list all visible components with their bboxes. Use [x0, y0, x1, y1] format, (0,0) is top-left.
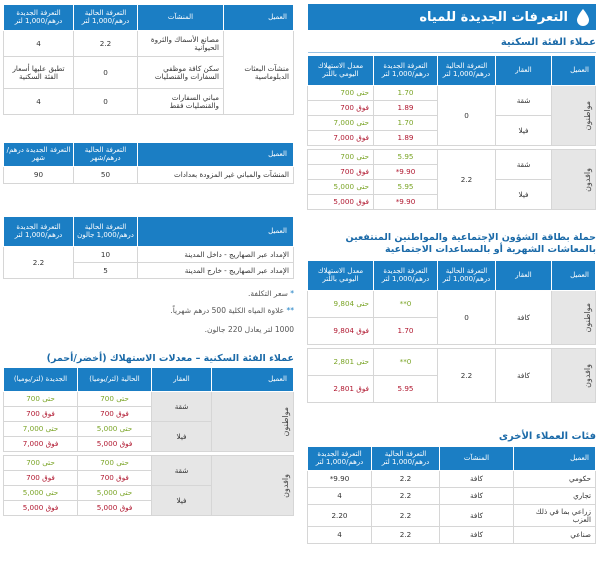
consumption: حتى 700	[308, 86, 374, 101]
diplomatic-table	[4, 4, 294, 115]
current-rate: 2.2	[438, 349, 496, 403]
main-title-bar	[308, 4, 596, 30]
col-current: التعرفة الحالية درهم/1,000 جالون	[74, 217, 138, 247]
facility-cell: كافة	[440, 527, 514, 544]
new-rate: 2.20	[308, 505, 372, 527]
col-client: العميل	[138, 217, 294, 247]
new-use: فوق 5,000	[4, 501, 78, 516]
col-new: التعرفة الجديدة درهم/1,000 لتر	[374, 56, 438, 86]
client-cell: منشآت البعثات الدبلوماسية	[224, 31, 294, 115]
new-rate: 9.90*	[374, 195, 438, 210]
current-rate: 2.2	[372, 471, 440, 488]
new-rate: 4	[4, 89, 74, 115]
current-use: حتى 700	[78, 392, 152, 407]
col-client: العميل	[212, 368, 294, 392]
expats-cell: وافدون	[212, 456, 294, 516]
consumption: فوق 9,804	[308, 318, 374, 345]
col-client: العميل	[224, 5, 294, 31]
new-rate: 5.95	[374, 376, 438, 403]
col-current: التعرفة الحالية درهم/1,000 لتر	[74, 5, 138, 31]
facility-cell: سكن كافة موظفي السفارات والقنصليات	[138, 57, 224, 89]
note-conversion: 1000 لتر يعادل 220 جالون.	[204, 325, 294, 334]
new-rate: 1.70	[374, 318, 438, 345]
client-cell: المنشآت والمباني غير المزودة بعدادات	[138, 167, 294, 184]
current-rate: 0	[438, 291, 496, 345]
new-rate: تطبق عليها أسعار الفئة السكنية	[4, 57, 74, 89]
other-heading: فئات العملاء الأخرى	[498, 431, 596, 442]
apartment-cell: شقة	[496, 86, 552, 116]
col-new: التعرفة الجديدة درهم/1,000 لتر	[4, 5, 74, 31]
col-client: العميل	[514, 447, 596, 471]
new-use: فوق 7,000	[4, 437, 78, 452]
new-use: حتى 7,000	[4, 422, 78, 437]
note-text: سعر التكلفة.	[247, 289, 288, 298]
consumption: فوق 5,000	[308, 195, 374, 210]
page-title: التعرفات الجديدة للمياه	[419, 9, 568, 25]
nationals-cell: مواطنون	[552, 291, 596, 345]
col-property: العقار	[152, 368, 212, 392]
facility-cell: مصانع الأسماك والثروة الحيوانية	[138, 31, 224, 57]
welfare-table	[308, 260, 596, 403]
new-use: فوق 700	[4, 471, 78, 486]
consumption: فوق 700	[308, 165, 374, 180]
col-facility: المنشآت	[440, 447, 514, 471]
current-rate: 2.2	[372, 527, 440, 544]
col-current: التعرفة الحالية درهم/1,000 لتر	[438, 261, 496, 291]
nationals-cell: مواطنون	[552, 86, 596, 146]
nationals-cell: مواطنون	[212, 392, 294, 452]
meterless-table	[4, 142, 294, 184]
note-allowance	[4, 306, 294, 315]
col-current: التعرفة الحالية درهم/1,000 لتر	[438, 56, 496, 86]
consumption: فوق 700	[308, 101, 374, 116]
col-current: التعرفة الحالية درهم/شهر	[74, 143, 138, 167]
col-consumption: معدل الاستهلاك اليومي باللتر	[308, 261, 374, 291]
consumption: حتى 9,804	[308, 291, 374, 318]
water-drop-icon	[576, 8, 590, 26]
new-rate: 2.2	[4, 247, 74, 279]
new-rate: 1.70	[374, 86, 438, 101]
consumption: حتى 7,000	[308, 116, 374, 131]
expats-cell: وافدون	[552, 150, 596, 210]
current-rate: 5	[74, 263, 138, 279]
current-rate: 2.2	[372, 505, 440, 527]
current-use: فوق 700	[78, 471, 152, 486]
client-cell: صناعي	[514, 527, 596, 544]
new-rate: 0**	[374, 349, 438, 376]
client-cell: زراعي بما في ذلك العزب	[514, 505, 596, 527]
new-rate: 5.95	[374, 150, 438, 165]
col-current: التعرفة الحالية درهم/1,000 لتر	[372, 447, 440, 471]
consumption-heading: عملاء الفئة السكنية – معدلات الاستهلاك (أخضر/أحمر)	[46, 353, 294, 364]
consumption: حتى 5,000	[308, 180, 374, 195]
consumption: فوق 2,801	[308, 376, 374, 403]
client-cell: الإمداد عبر الصهاريج - داخل المدينة	[138, 247, 294, 263]
consumption: حتى 700	[308, 150, 374, 165]
residential-heading: عملاء الفئة السكنية	[500, 37, 596, 48]
new-rate: 1.89	[374, 101, 438, 116]
new-use: حتى 5,000	[4, 486, 78, 501]
current-use: حتى 5,000	[78, 486, 152, 501]
client-cell: تجاري	[514, 488, 596, 505]
col-new: التعرفة الجديدة درهم/1,000 لتر	[374, 261, 438, 291]
apartment-cell: شقة	[496, 150, 552, 180]
villa-cell: فيلا	[496, 180, 552, 210]
consumption-table	[4, 367, 294, 516]
expats-cell: وافدون	[552, 349, 596, 403]
col-client: العميل	[138, 143, 294, 167]
current-rate: 2.2	[74, 31, 138, 57]
new-rate: 9.90*	[374, 165, 438, 180]
residential-table	[308, 55, 596, 210]
property-cell: كافة	[496, 291, 552, 345]
current-rate: 0	[74, 57, 138, 89]
col-property: العقار	[496, 261, 552, 291]
new-rate: 1.89	[374, 131, 438, 146]
note-cost	[4, 289, 294, 298]
new-rate: 5.95	[374, 180, 438, 195]
col-property: العقار	[496, 56, 552, 86]
new-use: حتى 700	[4, 392, 78, 407]
facility-cell: كافة	[440, 471, 514, 488]
note-mark: **	[286, 306, 294, 315]
facility-cell: مباني السفارات والقنصليات فقط	[138, 89, 224, 115]
current-use: حتى 700	[78, 456, 152, 471]
new-rate: 1.70	[374, 116, 438, 131]
current-use: حتى 5,000	[78, 422, 152, 437]
new-use: حتى 700	[4, 456, 78, 471]
apartment-cell: شقة	[152, 456, 212, 486]
new-use: فوق 700	[4, 407, 78, 422]
consumption: فوق 7,000	[308, 131, 374, 146]
current-rate: 0	[74, 89, 138, 115]
welfare-heading: حملة بطاقة الشؤون الإجتماعية والمواطنين المنتفعين بالمعاشات الشهرية أو بالمساعدات الاجتماعية	[345, 232, 596, 255]
col-new: التعرفة الجديدة درهم/1,000 لتر	[308, 447, 372, 471]
col-client: العميل	[552, 56, 596, 86]
current-rate: 2.2	[438, 150, 496, 210]
new-rate: 90	[4, 167, 74, 184]
new-rate: 0**	[374, 291, 438, 318]
col-client: العميل	[552, 261, 596, 291]
villa-cell: فيلا	[496, 116, 552, 146]
client-cell: حكومي	[514, 471, 596, 488]
col-consumption: معدل الاستهلاك اليومي باللتر	[308, 56, 374, 86]
current-use: فوق 700	[78, 407, 152, 422]
apartment-cell: شقة	[152, 392, 212, 422]
current-rate: 50	[74, 167, 138, 184]
facility-cell: كافة	[440, 488, 514, 505]
current-rate: 10	[74, 247, 138, 263]
facility-cell: كافة	[440, 505, 514, 527]
current-rate: 0	[438, 86, 496, 146]
col-new: التعرفة الجديدة درهم/1,000 لتر	[4, 217, 74, 247]
client-cell: الإمداد عبر الصهاريج - خارج المدينة	[138, 263, 294, 279]
villa-cell: فيلا	[152, 486, 212, 516]
col-new: التعرفة الجديدة درهم/شهر	[4, 143, 74, 167]
divider	[308, 52, 596, 53]
new-rate: 4	[308, 527, 372, 544]
tankers-table	[4, 216, 294, 279]
note-mark: *	[290, 289, 294, 298]
new-rate: 9.90*	[308, 471, 372, 488]
current-use: فوق 5,000	[78, 501, 152, 516]
other-table	[308, 446, 596, 544]
col-new: الجديدة (لتر/يوميا)	[4, 368, 78, 392]
property-cell: كافة	[496, 349, 552, 403]
current-use: فوق 5,000	[78, 437, 152, 452]
note-text: علاوة المياه الكلية 500 درهم شهرياً.	[170, 306, 285, 315]
new-rate: 4	[4, 31, 74, 57]
col-facility: المنشآت	[138, 5, 224, 31]
col-current: الحالية (لتر/يوميا)	[78, 368, 152, 392]
new-rate: 4	[308, 488, 372, 505]
villa-cell: فيلا	[152, 422, 212, 452]
current-rate: 2.2	[372, 488, 440, 505]
consumption: حتى 2,801	[308, 349, 374, 376]
